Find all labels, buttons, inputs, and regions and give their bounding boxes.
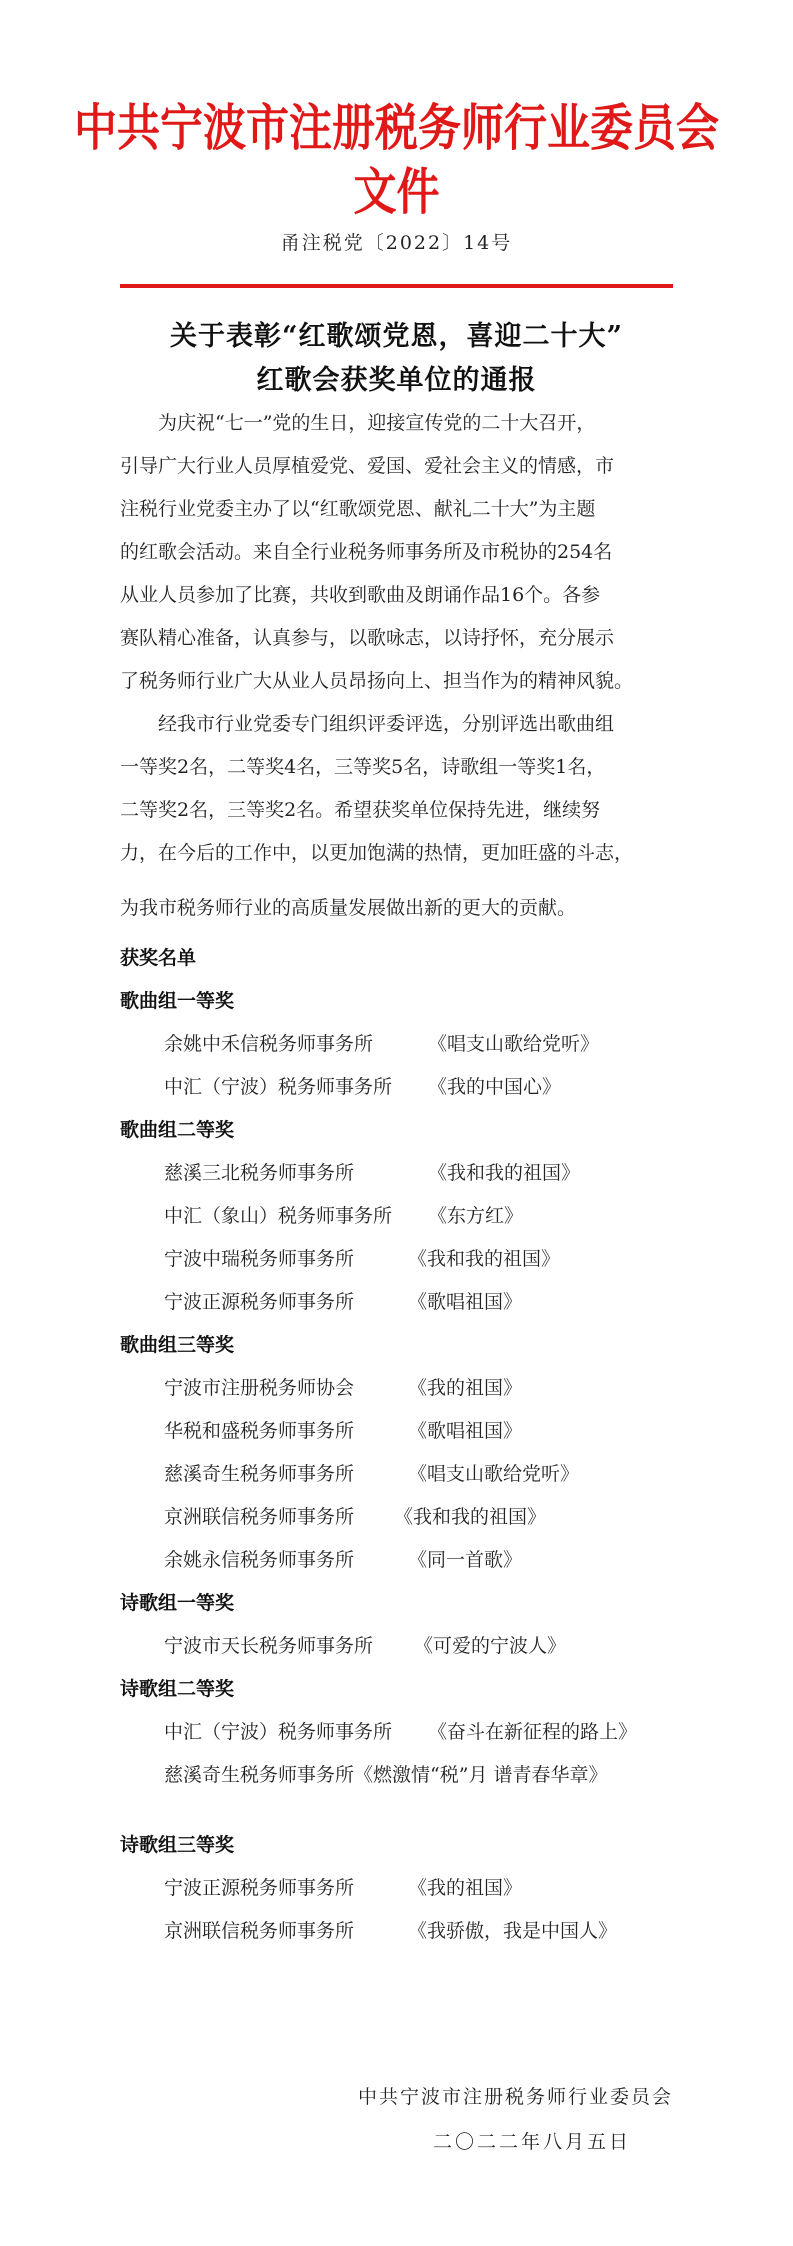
award-unit: 宁波正源税务师事务所 (164, 1291, 355, 1313)
paragraph-line: 二等奖2名，三等奖2名。希望获奖单位保持先进，继续努 (120, 799, 601, 821)
signature-organization: 中共宁波市注册税务师行业委员会 (357, 2086, 673, 2108)
paragraph-line: 力，在今后的工作中，以更加饱满的热情，更加旺盛的斗志， (120, 842, 634, 864)
award-work: 《燃激情“税”月 谱青春华章》 (354, 1764, 608, 1786)
paragraph-line: 为庆祝“七一”党的生日，迎接宣传党的二十大召开， (120, 412, 596, 434)
award-group-poem-first: 诗歌组一等奖 (120, 1592, 235, 1614)
award-work: 《唱支山歌给党听》 (408, 1463, 580, 1485)
award-group-song-second: 歌曲组二等奖 (120, 1119, 235, 1141)
award-unit: 余姚中禾信税务师事务所 (164, 1033, 374, 1055)
award-work: 《奋斗在新征程的路上》 (428, 1721, 638, 1743)
award-unit: 京洲联信税务师事务所 (164, 1920, 355, 1942)
paragraph-line: 的红歌会活动。来自全行业税务师事务所及市税协的254名 (120, 541, 613, 563)
body-paragraph-2 (120, 703, 680, 875)
award-entry (164, 1287, 522, 1314)
award-work: 《我的中国心》 (428, 1076, 562, 1098)
notice-title-line-1: 关于表彰“红歌颂党恩，喜迎二十大” (169, 321, 624, 352)
award-work: 《歌唱祖国》 (408, 1420, 523, 1442)
award-unit: 宁波市天长税务师事务所 (164, 1635, 374, 1657)
award-entry (164, 1244, 560, 1271)
notice-title-line-2: 红歌会获奖单位的通报 (256, 365, 537, 396)
award-work: 《我和我的祖国》 (408, 1248, 561, 1270)
award-group-song-first: 歌曲组一等奖 (120, 990, 235, 1012)
paragraph-line: 注税行业党委主办了以“红歌颂党恩、献礼二十大”为主题 (120, 498, 596, 520)
body-paragraph-1 (120, 402, 680, 703)
award-group-poem-second: 诗歌组二等奖 (120, 1678, 235, 1700)
red-divider-line (120, 284, 673, 288)
award-group-song-third: 歌曲组三等奖 (120, 1334, 235, 1356)
award-work: 《我的祖国》 (408, 1877, 523, 1899)
award-unit: 京洲联信税务师事务所 (164, 1506, 355, 1528)
award-unit: 宁波正源税务师事务所 (164, 1877, 355, 1899)
award-work: 《可爱的宁波人》 (414, 1635, 567, 1657)
paragraph-line: 一等奖2名，二等奖4名，三等奖5名，诗歌组一等奖1名， (120, 756, 606, 778)
award-entry (164, 1029, 599, 1056)
award-unit: 慈溪奇生税务师事务所 (164, 1764, 355, 1786)
award-entry (164, 1416, 522, 1443)
award-unit: 中汇（宁波）税务师事务所 (164, 1076, 393, 1098)
signature-date: 二〇二二年八月五日 (432, 2131, 631, 2153)
award-work: 《唱支山歌给党听》 (428, 1033, 600, 1055)
award-entry (164, 1545, 522, 1572)
award-unit: 宁波市注册税务师协会 (164, 1377, 355, 1399)
paragraph-line: 了税务师行业广大从业人员昂扬向上、担当作为的精神风貌。 (120, 670, 634, 692)
award-work: 《我的祖国》 (408, 1377, 523, 1399)
award-entry (164, 1717, 637, 1744)
paragraph-line: 赛队精心准备，认真参与，以歌咏志，以诗抒怀，充分展示 (120, 627, 615, 649)
award-group-poem-third: 诗歌组三等奖 (120, 1834, 235, 1856)
closing-line: 为我市税务师行业的高质量发展做出新的更大的贡献。 (120, 897, 577, 919)
award-work: 《我骄傲，我是中国人》 (408, 1920, 618, 1942)
award-unit: 余姚永信税务师事务所 (164, 1549, 355, 1571)
award-unit: 慈溪奇生税务师事务所 (164, 1463, 355, 1485)
paragraph-line: 从业人员参加了比赛，共收到歌曲及朗诵作品16个。各参 (120, 584, 601, 606)
award-entry (164, 1760, 607, 1787)
award-entry (164, 1158, 580, 1185)
award-unit: 中汇（象山）税务师事务所 (164, 1205, 393, 1227)
award-entry (164, 1459, 579, 1486)
award-work: 《东方红》 (428, 1205, 524, 1227)
award-entry (164, 1373, 522, 1400)
document-header-title: 中共宁波市注册税务师行业委员会文件 (73, 99, 719, 221)
award-entry (164, 1873, 522, 1900)
award-entry (164, 1916, 617, 1943)
paragraph-line: 经我市行业党委专门组织评委评选，分别评选出歌曲组 (120, 713, 615, 735)
award-work: 《我和我的祖国》 (428, 1162, 581, 1184)
award-work: 《我和我的祖国》 (394, 1506, 547, 1528)
award-unit: 中汇（宁波）税务师事务所 (164, 1721, 393, 1743)
award-list-heading: 获奖名单 (120, 947, 197, 969)
document-number: 甬注税党〔2022〕14号 (280, 232, 513, 254)
award-work: 《歌唱祖国》 (408, 1291, 523, 1313)
award-entry (164, 1072, 561, 1099)
award-unit: 华税和盛税务师事务所 (164, 1420, 355, 1442)
award-entry (164, 1502, 546, 1529)
award-entry (164, 1201, 523, 1228)
paragraph-line: 引导广大行业人员厚植爱党、爱国、爱社会主义的情感，市 (120, 455, 615, 477)
award-unit: 宁波中瑞税务师事务所 (164, 1248, 355, 1270)
award-work: 《同一首歌》 (408, 1549, 523, 1571)
award-entry (164, 1631, 566, 1658)
award-unit: 慈溪三北税务师事务所 (164, 1162, 355, 1184)
